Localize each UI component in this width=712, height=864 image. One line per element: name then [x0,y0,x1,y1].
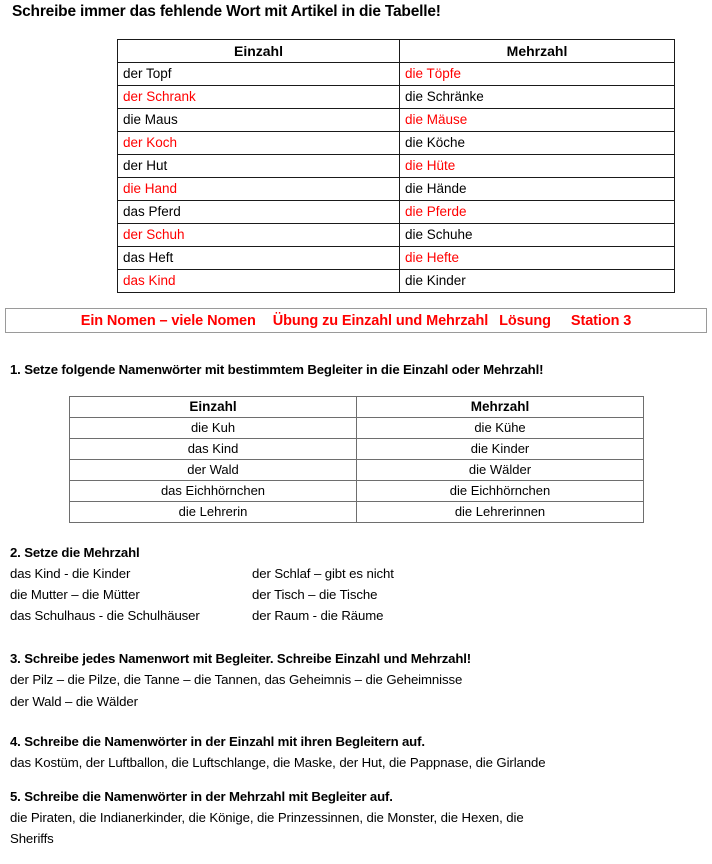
table-header-row [118,40,675,63]
singular-plural-table-top [117,39,675,293]
exercise-2-answer-list [10,566,530,629]
table-row [118,63,675,86]
exercise-1-heading: 1. Setze folgende Namenwörter mit bestimmtem Begleiter in die Einzahl oder Mehrzahl! [10,362,544,377]
table-row [70,418,644,439]
cell-plural: die Pferde [400,201,675,224]
exercise-2-right-entry: der Tisch – die Tische [252,587,378,602]
cell-singular: die Maus [118,109,400,132]
cell-singular: der Wald [70,460,357,481]
table-header-row [70,397,644,418]
cell-plural: die Kühe [357,418,644,439]
table-row [118,270,675,293]
cell-singular: das Pferd [118,201,400,224]
table-row [118,247,675,270]
exercise-5-heading: 5. Schreibe die Namenwörter in der Mehrzahl mit Begleiter auf. [10,789,393,804]
table-row [118,178,675,201]
column-header-einzahl: Einzahl [118,40,400,63]
cell-singular: das Eichhörnchen [70,481,357,502]
cell-plural: die Köche [400,132,675,155]
cell-singular: die Hand [118,178,400,201]
column-header-mehrzahl: Mehrzahl [400,40,675,63]
cell-singular: das Kind [70,439,357,460]
exercise-4-answer-line-1: das Kostüm, der Luftballon, die Luftschlange, die Maske, der Hut, die Pappnase, die Girlande [10,755,546,770]
cell-singular: die Kuh [70,418,357,439]
column-header-einzahl: Einzahl [70,397,357,418]
exercise-2-left-entry: das Kind - die Kinder [10,566,131,581]
banner-solution-label: Lösung [499,312,551,329]
exercise-5-answer-line-2: Sheriffs [10,831,54,846]
exercise-2-right-entry: der Raum - die Räume [252,608,384,623]
cell-plural: die Wälder [357,460,644,481]
cell-plural: die Schuhe [400,224,675,247]
table-row [70,460,644,481]
list-item [10,608,530,629]
table-row [118,224,675,247]
banner-subject: Übung zu Einzahl und Mehrzahl [272,312,489,329]
cell-singular: der Topf [118,63,400,86]
cell-plural: die Hände [400,178,675,201]
table-row [118,201,675,224]
table-row [118,155,675,178]
cell-plural: die Kinder [400,270,675,293]
cell-plural: die Eichhörnchen [357,481,644,502]
cell-singular: der Hut [118,155,400,178]
exercise-2-right-entry: der Schlaf – gibt es nicht [252,566,394,581]
cell-plural: die Kinder [357,439,644,460]
banner-station: Station 3 [570,312,632,329]
exercise-2-left-entry: die Mutter – die Mütter [10,587,140,602]
cell-singular: der Koch [118,132,400,155]
exercise-3-answer-line-2: der Wald – die Wälder [10,694,138,709]
cell-singular: das Heft [118,247,400,270]
cell-singular: der Schuh [118,224,400,247]
section-banner [5,308,707,333]
cell-plural: die Hüte [400,155,675,178]
cell-plural: die Töpfe [400,63,675,86]
column-header-mehrzahl: Mehrzahl [357,397,644,418]
table-body [118,63,675,293]
table-row [70,439,644,460]
list-item [10,566,530,587]
table-row [118,86,675,109]
exercise-3-answer-line-1: der Pilz – die Pilze, die Tanne – die Tannen, das Geheimnis – die Geheimnisse [10,672,463,687]
table-row [70,481,644,502]
exercise-2-left-entry: das Schulhaus - die Schulhäuser [10,608,200,623]
cell-plural: die Hefte [400,247,675,270]
exercise-2-heading: 2. Setze die Mehrzahl [10,545,140,560]
cell-singular: das Kind [118,270,400,293]
exercise-5-answer-line-1: die Piraten, die Indianerkinder, die Könige, die Prinzessinnen, die Monster, die Hexen, die [10,810,524,825]
table-row [118,109,675,132]
exercise-3-heading: 3. Schreibe jedes Namenwort mit Begleiter. Schreibe Einzahl und Mehrzahl! [10,651,471,666]
cell-plural: die Lehrerinnen [357,502,644,523]
list-item [10,587,530,608]
banner-topic: Ein Nomen – viele Nomen [80,312,256,329]
cell-singular: der Schrank [118,86,400,109]
page-title: Schreibe immer das fehlende Wort mit Artikel in die Tabelle! [12,3,441,20]
table-row [70,502,644,523]
cell-plural: die Schränke [400,86,675,109]
banner-text [81,313,632,329]
table-body [70,418,644,523]
cell-singular: die Lehrerin [70,502,357,523]
exercise-4-heading: 4. Schreibe die Namenwörter in der Einzahl mit ihren Begleitern auf. [10,734,425,749]
table-row [118,132,675,155]
cell-plural: die Mäuse [400,109,675,132]
singular-plural-table-exercise1 [69,396,644,523]
